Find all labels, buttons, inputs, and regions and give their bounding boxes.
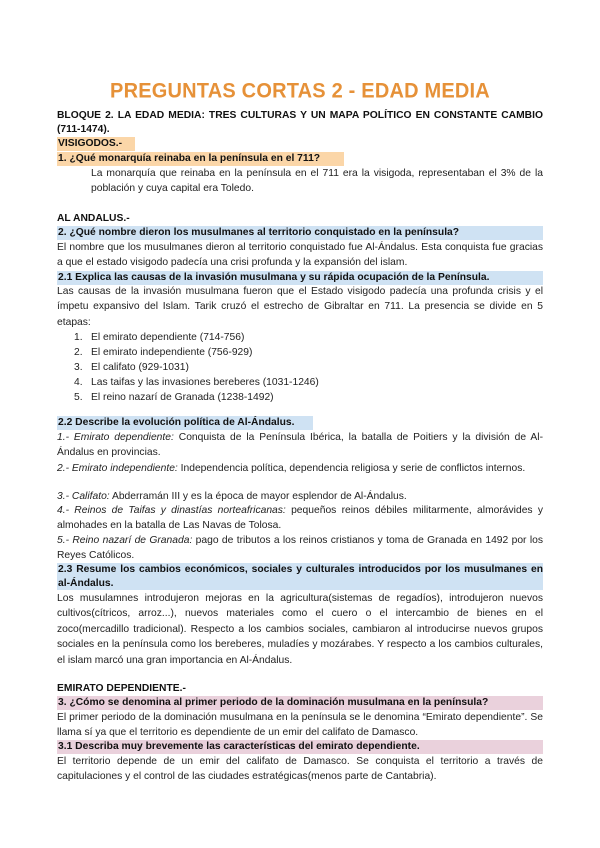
answer-2: El nombre que los musulmanes dieron al territorio conquistado fue Al-Ándalus. Esta conquista fue gracias a que el estado visigodo padecía una crisi profunda y la expansión del islam. bbox=[57, 242, 543, 269]
question-3: 3. ¿Cómo se denomina al primer periodo de la dominación musulmana en la península? bbox=[57, 696, 543, 710]
section-label-al-andalus: AL ANDALUS.- bbox=[57, 213, 130, 224]
answer-2-3: Los musulamnes introdujeron mejoras en la agricultura(sistemas de regadíos), introdujeron nuevos cultivos(cítricos, arroz...), nuevos materiales como el cuero o el intercambio de bienes en el zoco(mercadillo tradicional). Respecto a los cambios sociales, cambiaron al introducirse nuevos grupos sociales en la península como los bereberes, muladíes y mozárabes. Y respecto a los cambios culturales, el islam marcó una gran importancia en Al-Ándalus. bbox=[57, 593, 543, 666]
section-label-visigodos: VISIGODOS.- bbox=[57, 137, 135, 151]
answer-3: El primer periodo de la dominación musulmana en la península se le denomina “Emirato dependiente”. Se llama sí ya que el territorio es dependiente de un emir del califato de Damasco. bbox=[57, 712, 543, 739]
list-item: 5. El reino nazarí de Granada (1238-1492) bbox=[74, 392, 274, 403]
answer-2-1: Las causas de la invasión musulmana fueron que el Estado visigodo padecía una profunda crisis y el ímpetu expansivo del Islam. Tarik cruzó el estrecho de Gibraltar en 711. La presencia se divide en 5 etapas: bbox=[57, 286, 543, 328]
list-item: 1. El emirato dependiente (714-756) bbox=[74, 332, 245, 343]
evolution-item: 4.- Reinos de Taifas y dinastías norteafricanas: pequeños reinos débiles militarmente, almorávides y almohades en la batalla de Las Navas de Tolosa. bbox=[57, 505, 543, 532]
list-item: 3. El califato (929-1031) bbox=[74, 362, 189, 373]
block-heading: BLOQUE 2. LA EDAD MEDIA: TRES CULTURAS Y UN MAPA POLÍTICO EN CONSTANTE CAMBIO (711-1474). bbox=[57, 110, 543, 135]
page-title: PREGUNTAS CORTAS 2 - EDAD MEDIA bbox=[110, 79, 490, 103]
evolution-item: 1.- Emirato dependiente: Conquista de la Península Ibérica, la batalla de Poitiers y la división de Al-Ándalus en provincias. bbox=[57, 432, 544, 459]
question-1: 1. ¿Qué monarquía reinaba en la península en el 711? bbox=[57, 152, 344, 166]
evolution-item: 3.- Califato: Abderramán III y es la época de mayor esplendor de Al-Ándalus. bbox=[57, 491, 407, 502]
list-item: 4. Las taifas y las invasiones bereberes (1031-1246) bbox=[74, 377, 319, 388]
answer-3-1: El territorio depende de un emir del califato de Damasco. Se conquista el territorio a través de capitulaciones y el control de las ciudades estratégicas(menos parte de Cantabria). bbox=[57, 756, 543, 783]
evolution-item: 5.- Reino nazarí de Granada: pago de tributos a los reinos cristianos y toma de Granada en 1492 por los Reyes Católicos. bbox=[57, 535, 543, 562]
question-3-1: 3.1 Describa muy brevemente las características del emirato dependiente. bbox=[57, 740, 543, 754]
section-label-emirato: EMIRATO DEPENDIENTE.- bbox=[57, 683, 186, 694]
evolution-item: 2.- Emirato independiente: Independencia política, dependencia religiosa y serie de conflictos internos. bbox=[57, 463, 526, 474]
question-2: 2. ¿Qué nombre dieron los musulmanes al territorio conquistado en la península? bbox=[57, 226, 543, 240]
question-2-1: 2.1 Explica las causas de la invasión musulmana y su rápida ocupación de la Península. bbox=[57, 271, 543, 285]
list-item: 2. El emirato independiente (756-929) bbox=[74, 347, 253, 358]
question-2-3: 2.3 Resume los cambios económicos, sociales y culturales introducidos por los musulmanes en al-Ándalus. bbox=[58, 564, 543, 589]
question-2-2: 2.2 Describe la evolución política de Al-Ándalus. bbox=[57, 416, 313, 430]
answer-1: La monarquía que reinaba en la península en el 711 era la visigoda, representaban el 3% de la población y cuya capital era Toledo. bbox=[91, 168, 543, 195]
